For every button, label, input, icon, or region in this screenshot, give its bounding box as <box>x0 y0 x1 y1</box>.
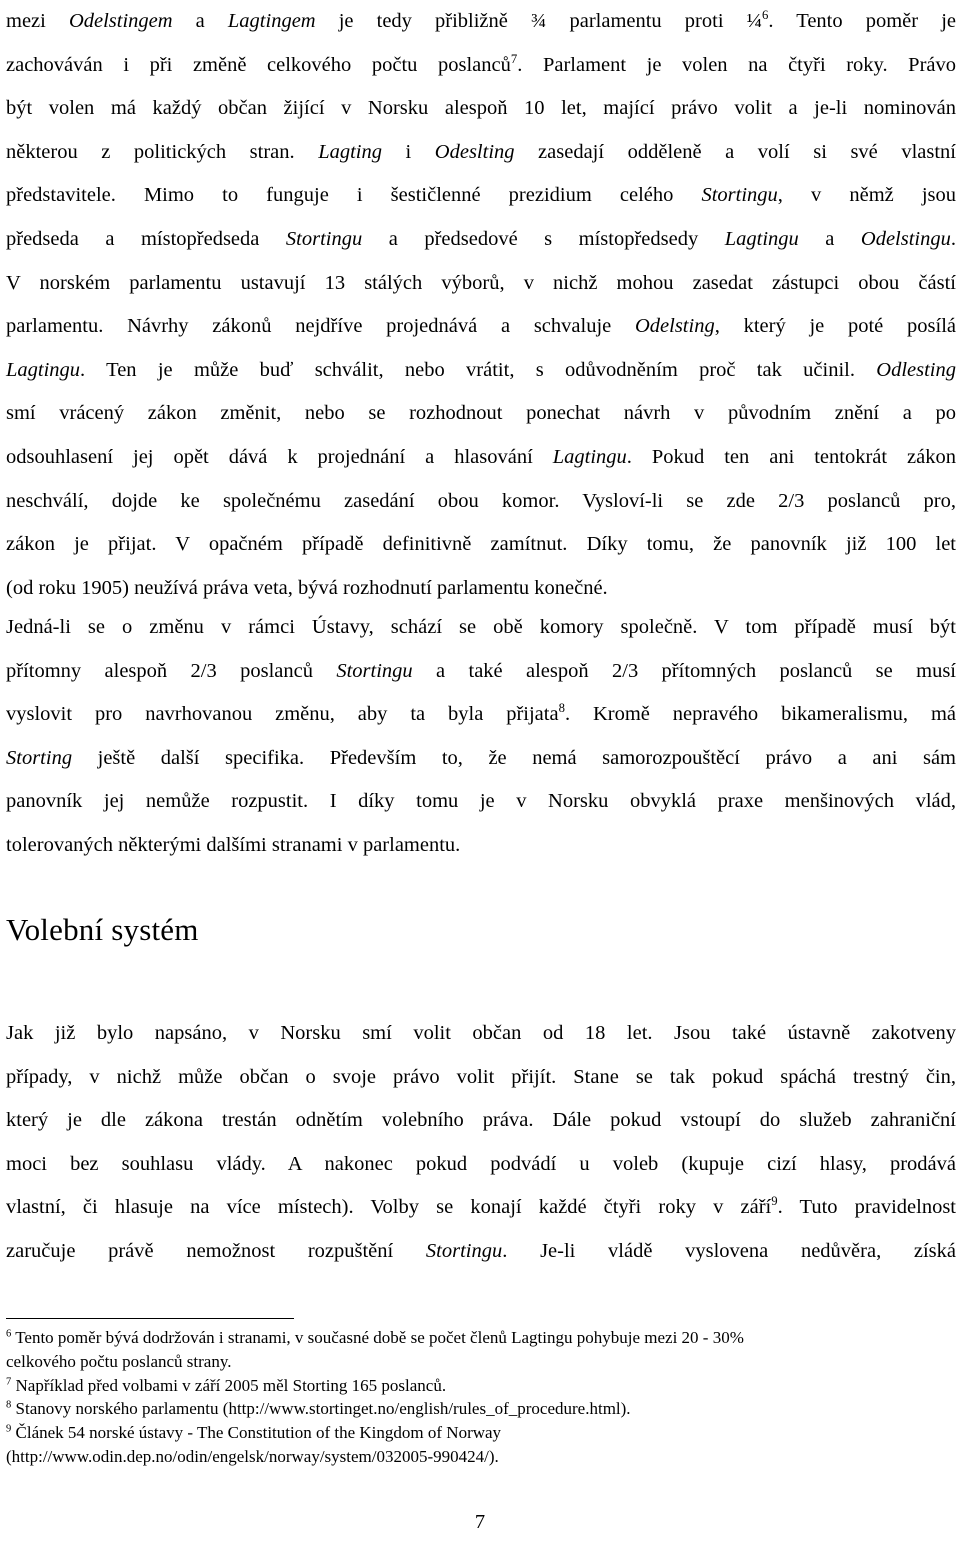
text-line: V norském parlamentu ustavují 13 stálých výborů, v nichž mohou zasedat zástupci obou částí <box>6 271 956 294</box>
text-line: Jedná-li se o změnu v rámci Ústavy, schází se obě komory společně. V tom případě musí být <box>6 616 956 638</box>
text-line: panovník jej nemůže rozpustit. I díky tomu je v Norsku obvyklá praxe menšinových vlád, <box>6 790 956 813</box>
text-line: představitele. Mimo to funguje i šestičlenné prezidium celého Stortingu, v němž jsou <box>6 184 956 207</box>
footnotes <box>6 1326 956 1469</box>
footnote-ref-8[interactable]: 8 <box>558 701 565 716</box>
text-line: případy, v nichž může občan o svoje právo volit přijít. Stane se tak pokud spáchá trestný čin, <box>6 1065 956 1088</box>
text-line: odsouhlasení jej opět dává k projednání a hlasování Lagtingu. Pokud ten ani tentokrát zákon <box>6 445 956 468</box>
text-line: (od roku 1905) neužívá práva veta, bývá rozhodnutí parlamentu konečné. <box>6 576 608 599</box>
text-line: moci bez souhlasu vlády. A nakonec pokud podvádí u voleb (kupuje cizí hlasy, prodává <box>6 1152 956 1175</box>
text-line: parlamentu. Návrhy zákonů nejdříve projednává a schvaluje Odelsting, který je poté posílá <box>6 315 956 338</box>
footnote-8: $^8$ Stanovy norského parlamentu (http://www.stortinget.no/english/rules_of_procedure.html). <box>6 1399 631 1419</box>
paragraph-parliament-structure <box>6 0 956 610</box>
footnote-ref-7[interactable]: 7 <box>510 51 518 66</box>
footnote-6: $^6$ Tento poměr bývá dodržován i stranami, v současné době se počet členů Lagtingu pohybuje mezi 20 - 30% <box>6 1328 744 1347</box>
paragraph-constitution-change <box>6 606 956 868</box>
footnote-ref-6[interactable]: 6 <box>762 8 769 23</box>
text-line: zákon je přijat. V opačném případě definitivně zamítnut. Díky tomu, že panovník již 100 let <box>6 533 956 556</box>
footnote-separator <box>6 1318 294 1319</box>
footnote-7: $^7$ Například před volbami v září 2005 měl Storting 165 poslanců. <box>6 1375 447 1395</box>
text-line: Lagtingu. Ten je může buď schválit, nebo vrátit, s odůvodněním proč tak učinil. Odlesting <box>6 358 956 381</box>
paragraph-electoral-system <box>6 1012 956 1274</box>
footnote-9: $^9$ Článek 54 norské ústavy - The Constitution of the Kingdom of Norway <box>6 1423 502 1443</box>
text-line: tolerovaných některými dalšími stranami v parlamentu. <box>6 833 461 856</box>
text-line: být volen má každý občan žijící v Norsku alespoň 10 let, mající právo volit a je-li nominován <box>6 97 956 120</box>
text-line: zaručuje právě nemožnost rozpuštění Stortingu. Je-li vládě vyslovena nedůvěra, získá <box>6 1239 956 1262</box>
text-line: Storting ještě další specifika. Především to, že nemá samorozpouštěcí právo a ani sám <box>6 746 956 769</box>
text-line: neschválí, dojde ke společnému zasedání obou komor. Vysloví-li se zde 2/3 poslanců pro, <box>6 489 956 512</box>
text-line: Jak již bylo napsáno, v Norsku smí volit občan od 18 let. Jsou také ústavně zakotveny <box>6 1022 956 1044</box>
footnote-6-continued: celkového počtu poslanců strany. <box>6 1351 232 1371</box>
text-line: předseda a místopředseda Stortingu a předsedové s místopředsedy Lagtingu a Odelstingu. <box>6 227 956 250</box>
text-line: některou z politických stran. Lagting i Odeslting zasedají odděleně a volí si své vlastní <box>6 140 956 163</box>
text-line: zachováván i při změně celkového počtu poslanců$^7$. Parlament je volen na čtyři roky. Právo <box>6 51 957 76</box>
text-line: smí vrácený zákon změnit, nebo se rozhodnout ponechat návrh v původním znění a po <box>6 402 956 425</box>
text-line: který je dle zákona trestán odnětím volebního práva. Dále pokud vstoupí do služeb zahraniční <box>6 1109 956 1132</box>
section-heading: Volební systém <box>6 912 199 947</box>
text-line: přítomny alespoň 2/3 poslanců Stortingu a také alespoň 2/3 přítomných poslanců se musí <box>6 659 956 682</box>
text-line: vlastní, či hlasuje na více místech). Volby se konají každé čtyři roky v září$^9$. Tuto pravidelnost <box>6 1194 956 1219</box>
text-line: mezi Odelstingem a Lagtingem je tedy přibližně ¾ parlamentu proti ¼$^6$. Tento poměr je <box>6 8 956 32</box>
page-number: 7 <box>474 1511 486 1533</box>
text-line: vyslovit pro navrhovanou změnu, aby ta byla přijata$^8$. Kromě nepravého bikameralismu, má <box>6 701 956 726</box>
footnote-9-continued: (http://www.odin.dep.no/odin/engelsk/norway/system/032005-990424/). <box>6 1446 499 1466</box>
footnote-ref-9[interactable]: 9 <box>771 1194 778 1209</box>
